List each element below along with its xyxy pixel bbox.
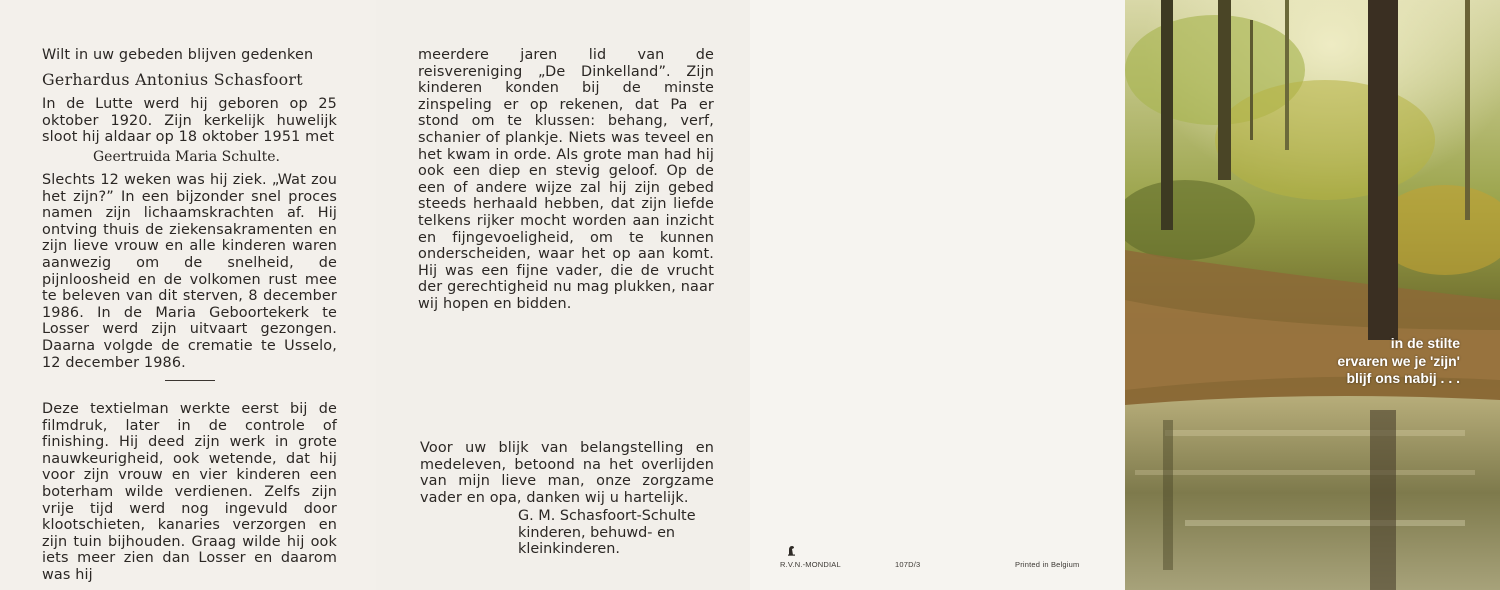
publisher-label: R.V.N.-MONDIAL — [780, 560, 841, 569]
work-paragraph: Deze textielman werkte eerst bij de filmdruk, later in de controle of finishing. Hij deed zijn werk in grote nauwkeurigheid, ook wetende, dat hij voor zijn vrouw en vier kinderen een boterham wilde verdienen. Zelfs zijn vrije tijd werd nog ingevuld door klootschieten, kanaries verzorgen en zijn tuin bijhouden. Graag wilde hij ook iets meer zien dan Losser en daarom was hij — [42, 401, 337, 583]
deceased-name: Gerhardus Antonius Schasfoort — [42, 70, 303, 89]
signature-line: kleinkinderen. — [518, 541, 620, 558]
spouse-name: Geertruida Maria Schulte. — [93, 149, 280, 165]
illness-paragraph: Slechts 12 weken was hij ziek. „Wat zou het zijn?” In een bijzonder snel proces namen zijn lichaamskrachten af. Hij ontving thuis de ziekensakramenten en zijn lieve vrouw en alle kinderen waren aanwezig om de snelheid, de pijnloosheid en de volkomen rust mee te beleven van dit sterven, 8 december 1986. In de Maria Geboortekerk te Losser werd zijn uitvaart gezongen. Daarna volgde de crematie te Usselo, 12 december 1986. — [42, 172, 337, 371]
quote-line: blijf ons nabij . . . — [1346, 370, 1460, 386]
card-code: 107D/3 — [895, 560, 921, 569]
card-panel-middle — [376, 0, 750, 590]
publisher-logo-icon — [785, 544, 797, 556]
continuation-paragraph: meerdere jaren lid van de reisvereniging „De Dinkelland”. Zijn kinderen konden bij de minste zinspeling er op rekenen, dat Pa er stond om te klussen: behang, verf, schanier of plankje. Niets was teveel en het kwam in orde. Als grote man had hij ook een diep en stevig geloof. Op de een of andere wijze zal hij zijn gebed steeds herhaald hebben, dat zijn liefde telkens rijker mocht worden aan inzicht en fijngevoeligheid, om te kunnen onderscheiden, waar het op aan komt. Hij was een fijne vader, die de vrucht der gerechtigheid nu mag plukken, naar wij hopen en bidden. — [418, 47, 714, 312]
quote-line: in de stilte — [1390, 335, 1460, 351]
signature-block — [518, 508, 738, 558]
signature-line: kinderen, behuwd- en — [518, 524, 676, 541]
card-panel-back — [750, 0, 1125, 590]
quote-line: ervaren we je 'zijn' — [1337, 352, 1460, 369]
card-panel-left — [0, 0, 376, 590]
card-panel-photo — [1125, 0, 1500, 590]
forest-photo — [1125, 0, 1500, 590]
printed-label: Printed in Belgium — [1015, 560, 1080, 569]
divider — [165, 380, 215, 381]
signature-line: G. M. Schasfoort-Schulte — [518, 508, 696, 524]
intro-line: Wilt in uw gebeden blijven gedenken — [42, 47, 314, 63]
photo-quote — [1337, 335, 1460, 388]
thanks-paragraph: Voor uw blijk van belangstelling en medeleven, betoond na het overlijden van mijn lieve man, onze zorgzame vader en opa, danken wij u hartelijk. — [420, 440, 714, 506]
birth-paragraph: In de Lutte werd hij geboren op 25 oktober 1920. Zijn kerkelijk huwelijk sloot hij aldaar op 18 oktober 1951 met — [42, 96, 337, 146]
